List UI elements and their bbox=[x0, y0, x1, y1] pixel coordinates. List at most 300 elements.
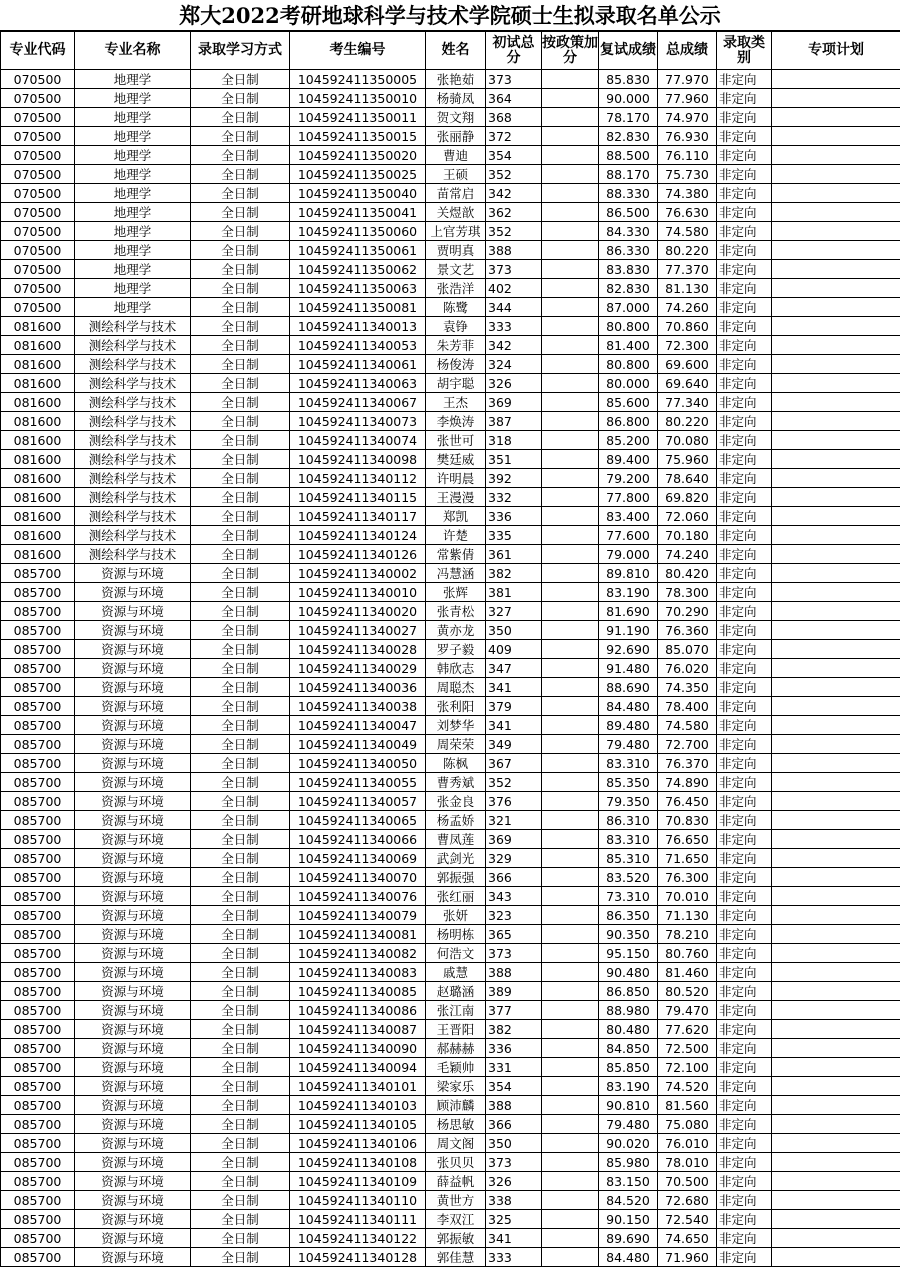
table-row bbox=[1, 925, 900, 944]
admission-type-cell: 非定向 bbox=[717, 944, 772, 963]
policy-bonus-cell bbox=[542, 336, 599, 355]
special-plan-cell bbox=[772, 488, 900, 507]
candidate-id-cell: 104592411340098 bbox=[290, 450, 426, 469]
special-plan-cell bbox=[772, 203, 900, 222]
candidate-id-cell: 104592411340090 bbox=[290, 1039, 426, 1058]
total-score-cell: 78.640 bbox=[658, 469, 717, 488]
admission-type-cell: 非定向 bbox=[717, 146, 772, 165]
study-mode-cell: 全日制 bbox=[191, 1191, 290, 1210]
major-name-cell: 测绘科学与技术 bbox=[75, 450, 191, 469]
table-row bbox=[1, 260, 900, 279]
student-name-cell: 顾沛麟 bbox=[426, 1096, 486, 1115]
major-code-cell: 070500 bbox=[1, 108, 75, 127]
table-row bbox=[1, 355, 900, 374]
candidate-id-cell: 104592411350015 bbox=[290, 127, 426, 146]
student-name-cell: 许明晨 bbox=[426, 469, 486, 488]
admission-type-cell: 非定向 bbox=[717, 1172, 772, 1191]
candidate-id-cell: 104592411350011 bbox=[290, 108, 426, 127]
policy-bonus-cell bbox=[542, 260, 599, 279]
study-mode-cell: 全日制 bbox=[191, 1248, 290, 1267]
major-name-cell: 资源与环境 bbox=[75, 1077, 191, 1096]
total-score-cell: 70.830 bbox=[658, 811, 717, 830]
policy-bonus-cell bbox=[542, 203, 599, 222]
retest-score-cell: 78.170 bbox=[599, 108, 658, 127]
admission-type-cell: 非定向 bbox=[717, 602, 772, 621]
study-mode-cell: 全日制 bbox=[191, 773, 290, 792]
total-score-cell: 78.010 bbox=[658, 1153, 717, 1172]
major-code-cell: 085700 bbox=[1, 602, 75, 621]
major-code-cell: 085700 bbox=[1, 906, 75, 925]
candidate-id-cell: 104592411340053 bbox=[290, 336, 426, 355]
prelim-score-cell: 332 bbox=[486, 488, 542, 507]
major-name-cell: 资源与环境 bbox=[75, 792, 191, 811]
special-plan-cell bbox=[772, 469, 900, 488]
study-mode-cell: 全日制 bbox=[191, 1134, 290, 1153]
candidate-id-cell: 104592411340086 bbox=[290, 1001, 426, 1020]
major-code-cell: 081600 bbox=[1, 431, 75, 450]
major-code-cell: 085700 bbox=[1, 1096, 75, 1115]
major-name-cell: 资源与环境 bbox=[75, 1248, 191, 1267]
major-code-cell: 085700 bbox=[1, 716, 75, 735]
major-code-cell: 085700 bbox=[1, 1134, 75, 1153]
total-score-cell: 71.130 bbox=[658, 906, 717, 925]
policy-bonus-cell bbox=[542, 735, 599, 754]
policy-bonus-cell bbox=[542, 640, 599, 659]
major-name-cell: 地理学 bbox=[75, 165, 191, 184]
admission-type-cell: 非定向 bbox=[717, 89, 772, 108]
retest-score-cell: 91.190 bbox=[599, 621, 658, 640]
table-row bbox=[1, 526, 900, 545]
candidate-id-cell: 104592411350062 bbox=[290, 260, 426, 279]
admission-type-cell: 非定向 bbox=[717, 1191, 772, 1210]
candidate-id-cell: 104592411340055 bbox=[290, 773, 426, 792]
candidate-id-cell: 104592411340083 bbox=[290, 963, 426, 982]
admission-type-cell: 非定向 bbox=[717, 203, 772, 222]
special-plan-cell bbox=[772, 602, 900, 621]
study-mode-cell: 全日制 bbox=[191, 925, 290, 944]
total-score-cell: 76.450 bbox=[658, 792, 717, 811]
policy-bonus-cell bbox=[542, 564, 599, 583]
policy-bonus-cell bbox=[542, 887, 599, 906]
major-name-cell: 资源与环境 bbox=[75, 773, 191, 792]
study-mode-cell: 全日制 bbox=[191, 735, 290, 754]
student-name-cell: 周荣荣 bbox=[426, 735, 486, 754]
table-row bbox=[1, 944, 900, 963]
special-plan-cell bbox=[772, 336, 900, 355]
policy-bonus-cell bbox=[542, 1039, 599, 1058]
study-mode-cell: 全日制 bbox=[191, 868, 290, 887]
table-row bbox=[1, 108, 900, 127]
prelim-score-cell: 329 bbox=[486, 849, 542, 868]
candidate-id-cell: 104592411350040 bbox=[290, 184, 426, 203]
special-plan-cell bbox=[772, 108, 900, 127]
prelim-score-cell: 388 bbox=[486, 241, 542, 260]
retest-score-cell: 83.190 bbox=[599, 1077, 658, 1096]
student-name-cell: 罗子毅 bbox=[426, 640, 486, 659]
student-name-cell: 张红丽 bbox=[426, 887, 486, 906]
table-row bbox=[1, 811, 900, 830]
total-score-cell: 71.650 bbox=[658, 849, 717, 868]
study-mode-cell: 全日制 bbox=[191, 165, 290, 184]
retest-score-cell: 89.690 bbox=[599, 1229, 658, 1248]
admission-type-cell: 非定向 bbox=[717, 336, 772, 355]
table-row bbox=[1, 488, 900, 507]
admission-type-cell: 非定向 bbox=[717, 355, 772, 374]
admission-type-cell: 非定向 bbox=[717, 716, 772, 735]
special-plan-cell bbox=[772, 260, 900, 279]
prelim-score-cell: 361 bbox=[486, 545, 542, 564]
special-plan-cell bbox=[772, 849, 900, 868]
student-name-cell: 陈鹭 bbox=[426, 298, 486, 317]
major-code-cell: 070500 bbox=[1, 70, 75, 89]
major-name-cell: 资源与环境 bbox=[75, 1134, 191, 1153]
candidate-id-cell: 104592411340101 bbox=[290, 1077, 426, 1096]
policy-bonus-cell bbox=[542, 374, 599, 393]
student-name-cell: 毛颖帅 bbox=[426, 1058, 486, 1077]
special-plan-cell bbox=[772, 146, 900, 165]
total-score-cell: 81.560 bbox=[658, 1096, 717, 1115]
student-name-cell: 张世可 bbox=[426, 431, 486, 450]
candidate-id-cell: 104592411340082 bbox=[290, 944, 426, 963]
total-score-cell: 69.640 bbox=[658, 374, 717, 393]
prelim-score-cell: 333 bbox=[486, 1248, 542, 1267]
policy-bonus-cell bbox=[542, 811, 599, 830]
student-name-cell: 关煜歆 bbox=[426, 203, 486, 222]
candidate-id-cell: 104592411340029 bbox=[290, 659, 426, 678]
study-mode-cell: 全日制 bbox=[191, 1039, 290, 1058]
table-row bbox=[1, 906, 900, 925]
candidate-id-cell: 104592411350063 bbox=[290, 279, 426, 298]
major-name-cell: 资源与环境 bbox=[75, 621, 191, 640]
major-code-cell: 070500 bbox=[1, 203, 75, 222]
prelim-score-cell: 343 bbox=[486, 887, 542, 906]
major-name-cell: 地理学 bbox=[75, 184, 191, 203]
major-name-cell: 资源与环境 bbox=[75, 1096, 191, 1115]
student-name-cell: 苗常启 bbox=[426, 184, 486, 203]
study-mode-cell: 全日制 bbox=[191, 754, 290, 773]
admission-type-cell: 非定向 bbox=[717, 583, 772, 602]
total-score-cell: 70.290 bbox=[658, 602, 717, 621]
student-name-cell: 杨孟娇 bbox=[426, 811, 486, 830]
table-row bbox=[1, 222, 900, 241]
major-name-cell: 资源与环境 bbox=[75, 564, 191, 583]
student-name-cell: 赵璐涵 bbox=[426, 982, 486, 1001]
study-mode-cell: 全日制 bbox=[191, 108, 290, 127]
candidate-id-cell: 104592411340049 bbox=[290, 735, 426, 754]
study-mode-cell: 全日制 bbox=[191, 241, 290, 260]
table-row bbox=[1, 1210, 900, 1229]
study-mode-cell: 全日制 bbox=[191, 1058, 290, 1077]
special-plan-cell bbox=[772, 279, 900, 298]
special-plan-cell bbox=[772, 393, 900, 412]
major-name-cell: 测绘科学与技术 bbox=[75, 374, 191, 393]
study-mode-cell: 全日制 bbox=[191, 1115, 290, 1134]
retest-score-cell: 77.800 bbox=[599, 488, 658, 507]
retest-score-cell: 84.520 bbox=[599, 1191, 658, 1210]
student-name-cell: 张江南 bbox=[426, 1001, 486, 1020]
special-plan-cell bbox=[772, 317, 900, 336]
prelim-score-cell: 387 bbox=[486, 412, 542, 431]
special-plan-cell bbox=[772, 450, 900, 469]
student-name-cell: 王杰 bbox=[426, 393, 486, 412]
major-name-cell: 资源与环境 bbox=[75, 1172, 191, 1191]
admission-type-cell: 非定向 bbox=[717, 317, 772, 336]
study-mode-cell: 全日制 bbox=[191, 678, 290, 697]
special-plan-cell bbox=[772, 1096, 900, 1115]
retest-score-cell: 85.980 bbox=[599, 1153, 658, 1172]
admission-type-cell: 非定向 bbox=[717, 754, 772, 773]
student-name-cell: 李双江 bbox=[426, 1210, 486, 1229]
candidate-id-cell: 104592411340110 bbox=[290, 1191, 426, 1210]
prelim-score-cell: 369 bbox=[486, 393, 542, 412]
special-plan-cell bbox=[772, 944, 900, 963]
special-plan-cell bbox=[772, 792, 900, 811]
total-score-cell: 71.960 bbox=[658, 1248, 717, 1267]
study-mode-cell: 全日制 bbox=[191, 906, 290, 925]
admission-type-cell: 非定向 bbox=[717, 488, 772, 507]
major-code-cell: 085700 bbox=[1, 1229, 75, 1248]
study-mode-cell: 全日制 bbox=[191, 127, 290, 146]
student-name-cell: 王晋阳 bbox=[426, 1020, 486, 1039]
total-score-cell: 79.470 bbox=[658, 1001, 717, 1020]
major-name-cell: 资源与环境 bbox=[75, 1020, 191, 1039]
total-score-cell: 81.460 bbox=[658, 963, 717, 982]
policy-bonus-cell bbox=[542, 1229, 599, 1248]
major-code-cell: 081600 bbox=[1, 488, 75, 507]
table-row bbox=[1, 1229, 900, 1248]
total-score-cell: 74.890 bbox=[658, 773, 717, 792]
retest-score-cell: 80.800 bbox=[599, 355, 658, 374]
col-header-name: 姓名 bbox=[426, 32, 486, 70]
major-name-cell: 资源与环境 bbox=[75, 754, 191, 773]
major-code-cell: 085700 bbox=[1, 1153, 75, 1172]
major-name-cell: 地理学 bbox=[75, 146, 191, 165]
policy-bonus-cell bbox=[542, 1058, 599, 1077]
table-row bbox=[1, 298, 900, 317]
table-row bbox=[1, 336, 900, 355]
major-name-cell: 地理学 bbox=[75, 203, 191, 222]
retest-score-cell: 82.830 bbox=[599, 127, 658, 146]
major-code-cell: 085700 bbox=[1, 1248, 75, 1267]
student-name-cell: 常紫倩 bbox=[426, 545, 486, 564]
total-score-cell: 74.580 bbox=[658, 222, 717, 241]
policy-bonus-cell bbox=[542, 222, 599, 241]
total-score-cell: 72.060 bbox=[658, 507, 717, 526]
major-code-cell: 085700 bbox=[1, 1210, 75, 1229]
table-row bbox=[1, 374, 900, 393]
col-header-study-mode: 录取学习方式 bbox=[191, 32, 290, 70]
special-plan-cell bbox=[772, 1020, 900, 1039]
student-name-cell: 张青松 bbox=[426, 602, 486, 621]
candidate-id-cell: 104592411340020 bbox=[290, 602, 426, 621]
prelim-score-cell: 373 bbox=[486, 260, 542, 279]
table-row bbox=[1, 1134, 900, 1153]
table-row bbox=[1, 450, 900, 469]
table-row bbox=[1, 279, 900, 298]
admission-type-cell: 非定向 bbox=[717, 849, 772, 868]
candidate-id-cell: 104592411340063 bbox=[290, 374, 426, 393]
admission-type-cell: 非定向 bbox=[717, 925, 772, 944]
total-score-cell: 76.110 bbox=[658, 146, 717, 165]
admission-type-cell: 非定向 bbox=[717, 963, 772, 982]
special-plan-cell bbox=[772, 830, 900, 849]
retest-score-cell: 88.500 bbox=[599, 146, 658, 165]
student-name-cell: 杨明栋 bbox=[426, 925, 486, 944]
policy-bonus-cell bbox=[542, 317, 599, 336]
special-plan-cell bbox=[772, 640, 900, 659]
policy-bonus-cell bbox=[542, 412, 599, 431]
study-mode-cell: 全日制 bbox=[191, 526, 290, 545]
major-code-cell: 081600 bbox=[1, 526, 75, 545]
table-row bbox=[1, 754, 900, 773]
retest-score-cell: 80.480 bbox=[599, 1020, 658, 1039]
student-name-cell: 曹秀斌 bbox=[426, 773, 486, 792]
major-code-cell: 081600 bbox=[1, 317, 75, 336]
policy-bonus-cell bbox=[542, 545, 599, 564]
admission-type-cell: 非定向 bbox=[717, 1115, 772, 1134]
col-header-admission-type: 录取类别 bbox=[717, 32, 772, 70]
major-code-cell: 085700 bbox=[1, 621, 75, 640]
retest-score-cell: 83.310 bbox=[599, 754, 658, 773]
table-row bbox=[1, 507, 900, 526]
candidate-id-cell: 104592411340128 bbox=[290, 1248, 426, 1267]
total-score-cell: 75.960 bbox=[658, 450, 717, 469]
special-plan-cell bbox=[772, 716, 900, 735]
special-plan-cell bbox=[772, 963, 900, 982]
candidate-id-cell: 104592411340081 bbox=[290, 925, 426, 944]
table-row bbox=[1, 1001, 900, 1020]
study-mode-cell: 全日制 bbox=[191, 1153, 290, 1172]
total-score-cell: 72.500 bbox=[658, 1039, 717, 1058]
prelim-score-cell: 388 bbox=[486, 1096, 542, 1115]
policy-bonus-cell bbox=[542, 298, 599, 317]
student-name-cell: 张贝贝 bbox=[426, 1153, 486, 1172]
study-mode-cell: 全日制 bbox=[191, 1001, 290, 1020]
study-mode-cell: 全日制 bbox=[191, 279, 290, 298]
retest-score-cell: 95.150 bbox=[599, 944, 658, 963]
major-code-cell: 085700 bbox=[1, 811, 75, 830]
admission-type-cell: 非定向 bbox=[717, 393, 772, 412]
policy-bonus-cell bbox=[542, 678, 599, 697]
study-mode-cell: 全日制 bbox=[191, 431, 290, 450]
table-row bbox=[1, 678, 900, 697]
admission-type-cell: 非定向 bbox=[717, 450, 772, 469]
special-plan-cell bbox=[772, 1229, 900, 1248]
admission-type-cell: 非定向 bbox=[717, 792, 772, 811]
retest-score-cell: 89.400 bbox=[599, 450, 658, 469]
major-name-cell: 地理学 bbox=[75, 241, 191, 260]
major-code-cell: 085700 bbox=[1, 640, 75, 659]
candidate-id-cell: 104592411340066 bbox=[290, 830, 426, 849]
policy-bonus-cell bbox=[542, 583, 599, 602]
student-name-cell: 周聪杰 bbox=[426, 678, 486, 697]
admission-type-cell: 非定向 bbox=[717, 222, 772, 241]
major-name-cell: 地理学 bbox=[75, 89, 191, 108]
policy-bonus-cell bbox=[542, 241, 599, 260]
candidate-id-cell: 104592411350041 bbox=[290, 203, 426, 222]
retest-score-cell: 84.850 bbox=[599, 1039, 658, 1058]
prelim-score-cell: 372 bbox=[486, 127, 542, 146]
candidate-id-cell: 104592411340108 bbox=[290, 1153, 426, 1172]
study-mode-cell: 全日制 bbox=[191, 412, 290, 431]
special-plan-cell bbox=[772, 678, 900, 697]
table-row bbox=[1, 868, 900, 887]
table-row bbox=[1, 1058, 900, 1077]
retest-score-cell: 81.690 bbox=[599, 602, 658, 621]
table-row bbox=[1, 697, 900, 716]
major-name-cell: 资源与环境 bbox=[75, 1001, 191, 1020]
table-row bbox=[1, 469, 900, 488]
student-name-cell: 冯慧涵 bbox=[426, 564, 486, 583]
major-name-cell: 资源与环境 bbox=[75, 583, 191, 602]
table-row bbox=[1, 89, 900, 108]
total-score-cell: 74.520 bbox=[658, 1077, 717, 1096]
special-plan-cell bbox=[772, 1248, 900, 1267]
retest-score-cell: 90.020 bbox=[599, 1134, 658, 1153]
student-name-cell: 张丽静 bbox=[426, 127, 486, 146]
study-mode-cell: 全日制 bbox=[191, 602, 290, 621]
major-code-cell: 085700 bbox=[1, 830, 75, 849]
prelim-score-cell: 373 bbox=[486, 1153, 542, 1172]
prelim-score-cell: 331 bbox=[486, 1058, 542, 1077]
major-code-cell: 081600 bbox=[1, 412, 75, 431]
major-code-cell: 081600 bbox=[1, 450, 75, 469]
retest-score-cell: 85.310 bbox=[599, 849, 658, 868]
retest-score-cell: 80.000 bbox=[599, 374, 658, 393]
major-code-cell: 085700 bbox=[1, 849, 75, 868]
major-code-cell: 070500 bbox=[1, 165, 75, 184]
policy-bonus-cell bbox=[542, 89, 599, 108]
study-mode-cell: 全日制 bbox=[191, 944, 290, 963]
admission-type-cell: 非定向 bbox=[717, 469, 772, 488]
col-header-major-name: 专业名称 bbox=[75, 32, 191, 70]
major-code-cell: 085700 bbox=[1, 754, 75, 773]
retest-score-cell: 79.000 bbox=[599, 545, 658, 564]
prelim-score-cell: 341 bbox=[486, 1229, 542, 1248]
table-row bbox=[1, 127, 900, 146]
study-mode-cell: 全日制 bbox=[191, 982, 290, 1001]
admission-type-cell: 非定向 bbox=[717, 906, 772, 925]
table-row bbox=[1, 146, 900, 165]
table-row bbox=[1, 773, 900, 792]
major-code-cell: 085700 bbox=[1, 1001, 75, 1020]
major-code-cell: 085700 bbox=[1, 697, 75, 716]
study-mode-cell: 全日制 bbox=[191, 374, 290, 393]
prelim-score-cell: 354 bbox=[486, 1077, 542, 1096]
major-name-cell: 测绘科学与技术 bbox=[75, 469, 191, 488]
major-name-cell: 资源与环境 bbox=[75, 640, 191, 659]
table-row bbox=[1, 621, 900, 640]
special-plan-cell bbox=[772, 298, 900, 317]
major-name-cell: 资源与环境 bbox=[75, 735, 191, 754]
major-code-cell: 085700 bbox=[1, 868, 75, 887]
student-name-cell: 张妍 bbox=[426, 906, 486, 925]
policy-bonus-cell bbox=[542, 621, 599, 640]
prelim-score-cell: 352 bbox=[486, 222, 542, 241]
student-name-cell: 郭振敏 bbox=[426, 1229, 486, 1248]
major-code-cell: 070500 bbox=[1, 146, 75, 165]
policy-bonus-cell bbox=[542, 1153, 599, 1172]
policy-bonus-cell bbox=[542, 849, 599, 868]
special-plan-cell bbox=[772, 526, 900, 545]
candidate-id-cell: 104592411340085 bbox=[290, 982, 426, 1001]
prelim-score-cell: 382 bbox=[486, 564, 542, 583]
table-row bbox=[1, 1191, 900, 1210]
student-name-cell: 郑凯 bbox=[426, 507, 486, 526]
policy-bonus-cell bbox=[542, 602, 599, 621]
total-score-cell: 80.760 bbox=[658, 944, 717, 963]
candidate-id-cell: 104592411340094 bbox=[290, 1058, 426, 1077]
